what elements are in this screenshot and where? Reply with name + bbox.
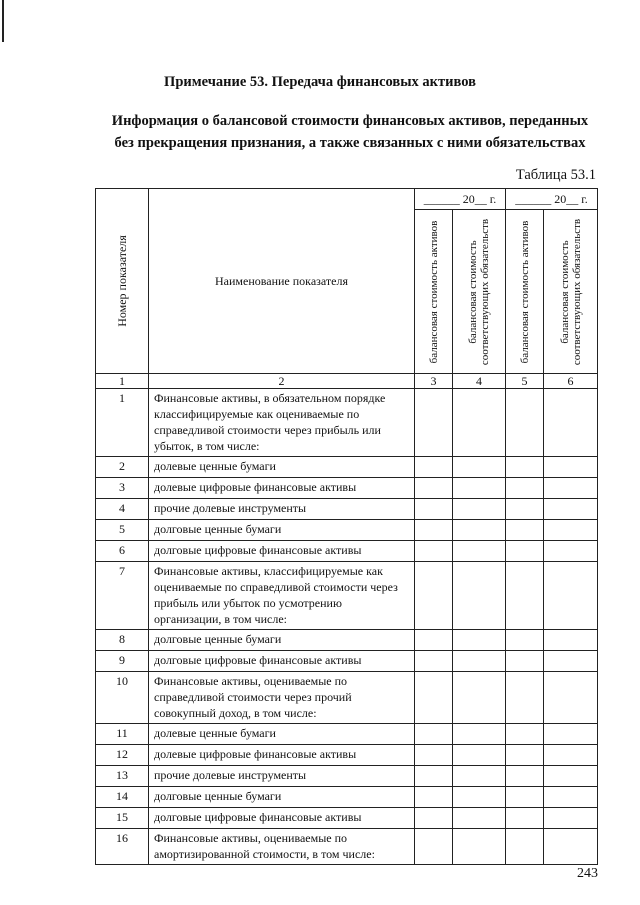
info-title-line1: Информация о балансовой стоимости финансовых активов, переданных	[111, 113, 589, 129]
value-cell	[544, 630, 598, 651]
value-cell	[453, 651, 506, 672]
value-cell	[544, 808, 598, 829]
header-liabilities-cell-1	[453, 210, 506, 374]
value-cell	[544, 562, 598, 630]
info-title	[60, 110, 640, 154]
value-cell	[453, 499, 506, 520]
row-name: долевые цифровые финансовые активы	[149, 478, 415, 499]
value-cell	[415, 829, 453, 865]
header-assets-cell-1	[415, 210, 453, 374]
column-number-row	[96, 374, 598, 389]
header-number-cell	[96, 189, 149, 374]
value-cell	[544, 499, 598, 520]
value-cell	[415, 787, 453, 808]
header-period-row	[96, 189, 598, 210]
table-row	[96, 787, 598, 808]
row-name: долговые ценные бумаги	[149, 520, 415, 541]
value-cell	[415, 389, 453, 457]
note-title: Примечание 53. Передача финансовых активов	[164, 74, 476, 90]
value-cell	[544, 745, 598, 766]
value-cell	[415, 766, 453, 787]
row-name: прочие долевые инструменты	[149, 499, 415, 520]
value-cell	[415, 562, 453, 630]
header-period-1: ______ 20__ г.	[415, 189, 506, 210]
row-number: 16	[96, 829, 149, 865]
row-name: долговые ценные бумаги	[149, 787, 415, 808]
row-number: 10	[96, 672, 149, 724]
value-cell	[415, 499, 453, 520]
value-cell	[415, 630, 453, 651]
header-assets-cell-2	[506, 210, 544, 374]
value-cell	[453, 457, 506, 478]
value-cell	[415, 672, 453, 724]
row-number: 11	[96, 724, 149, 745]
row-number: 5	[96, 520, 149, 541]
value-cell	[453, 724, 506, 745]
row-name: Финансовые активы, в обязательном порядке классифицируемые как оцениваемые по справедливой стоимости через прибыль или убыток, в том числе:	[149, 389, 415, 457]
value-cell	[544, 541, 598, 562]
row-number: 6	[96, 541, 149, 562]
value-cell	[415, 808, 453, 829]
row-name: долговые цифровые финансовые активы	[149, 808, 415, 829]
row-number: 14	[96, 787, 149, 808]
row-number: 3	[96, 478, 149, 499]
table-label: Таблица 53.1	[515, 167, 596, 183]
value-cell	[506, 562, 544, 630]
info-title-line2: без прекращения признания, а также связанных с ними обязательствах	[114, 135, 586, 151]
value-cell	[453, 745, 506, 766]
row-number: 2	[96, 457, 149, 478]
table-row	[96, 651, 598, 672]
value-cell	[453, 808, 506, 829]
header-period-2: ______ 20__ г.	[506, 189, 598, 210]
value-cell	[544, 672, 598, 724]
row-number: 1	[96, 389, 149, 457]
header-liabilities-cell-2	[544, 210, 598, 374]
row-name: долевые ценные бумаги	[149, 457, 415, 478]
value-cell	[544, 766, 598, 787]
row-name: долевые ценные бумаги	[149, 724, 415, 745]
value-cell	[544, 389, 598, 457]
table-row	[96, 745, 598, 766]
row-name: долговые цифровые финансовые активы	[149, 541, 415, 562]
value-cell	[544, 829, 598, 865]
header-liabilities-1: балансовая стоимость соответствующих обязательств	[467, 218, 491, 365]
value-cell	[544, 724, 598, 745]
value-cell	[506, 766, 544, 787]
value-cell	[453, 520, 506, 541]
value-cell	[506, 478, 544, 499]
column-number: 2	[149, 374, 415, 389]
table-row	[96, 520, 598, 541]
header-liabilities-2: балансовая стоимость соответствующих обязательств	[558, 218, 583, 365]
column-number: 6	[544, 374, 598, 389]
row-name: долговые цифровые финансовые активы	[149, 651, 415, 672]
value-cell	[506, 724, 544, 745]
value-cell	[415, 457, 453, 478]
row-name: долговые ценные бумаги	[149, 630, 415, 651]
value-cell	[415, 478, 453, 499]
table-row	[96, 389, 598, 457]
value-cell	[453, 787, 506, 808]
table-row	[96, 541, 598, 562]
row-name: Финансовые активы, оцениваемые по справедливой стоимости через прочий совокупный доход, в том числе:	[149, 672, 415, 724]
row-number: 9	[96, 651, 149, 672]
value-cell	[415, 520, 453, 541]
value-cell	[544, 478, 598, 499]
table-row	[96, 562, 598, 630]
value-cell	[453, 478, 506, 499]
row-number: 15	[96, 808, 149, 829]
table-row	[96, 457, 598, 478]
value-cell	[415, 724, 453, 745]
value-cell	[506, 630, 544, 651]
value-cell	[544, 520, 598, 541]
value-cell	[506, 520, 544, 541]
header-number: Номер показателя	[115, 235, 129, 327]
table-row	[96, 724, 598, 745]
table-row	[96, 630, 598, 651]
value-cell	[506, 745, 544, 766]
value-cell	[506, 499, 544, 520]
column-number: 4	[453, 374, 506, 389]
row-number: 4	[96, 499, 149, 520]
value-cell	[506, 672, 544, 724]
header-name: Наименование показателя	[149, 189, 415, 374]
value-cell	[506, 651, 544, 672]
value-cell	[544, 787, 598, 808]
row-number: 8	[96, 630, 149, 651]
value-cell	[453, 562, 506, 630]
value-cell	[415, 745, 453, 766]
header-assets-2: балансовая стоимость активов	[518, 220, 531, 363]
page-edge-mark	[2, 0, 4, 42]
row-number: 13	[96, 766, 149, 787]
row-name: Финансовые активы, оцениваемые по амортизированной стоимости, в том числе:	[149, 829, 415, 865]
table-row	[96, 808, 598, 829]
header-assets-1: балансовая стоимость активов	[427, 220, 440, 363]
value-cell	[544, 457, 598, 478]
column-number: 3	[415, 374, 453, 389]
value-cell	[506, 457, 544, 478]
value-cell	[506, 787, 544, 808]
value-cell	[506, 829, 544, 865]
row-name: прочие долевые инструменты	[149, 766, 415, 787]
value-cell	[506, 541, 544, 562]
value-cell	[453, 630, 506, 651]
table-row	[96, 499, 598, 520]
value-cell	[415, 651, 453, 672]
row-number: 12	[96, 745, 149, 766]
data-table	[95, 188, 598, 865]
value-cell	[453, 389, 506, 457]
column-number: 1	[96, 374, 149, 389]
row-number: 7	[96, 562, 149, 630]
row-name: Финансовые активы, классифицируемые как оцениваемые по справедливой стоимости через прибыль или убыток по усмотрению организации, в том числе:	[149, 562, 415, 630]
row-name: долевые цифровые финансовые активы	[149, 745, 415, 766]
value-cell	[544, 651, 598, 672]
table-row	[96, 766, 598, 787]
page-number: 243	[577, 866, 598, 881]
value-cell	[453, 541, 506, 562]
value-cell	[506, 389, 544, 457]
value-cell	[415, 541, 453, 562]
value-cell	[453, 766, 506, 787]
value-cell	[506, 808, 544, 829]
table-row	[96, 672, 598, 724]
column-number: 5	[506, 374, 544, 389]
table-row	[96, 829, 598, 865]
value-cell	[453, 672, 506, 724]
value-cell	[453, 829, 506, 865]
table-row	[96, 478, 598, 499]
